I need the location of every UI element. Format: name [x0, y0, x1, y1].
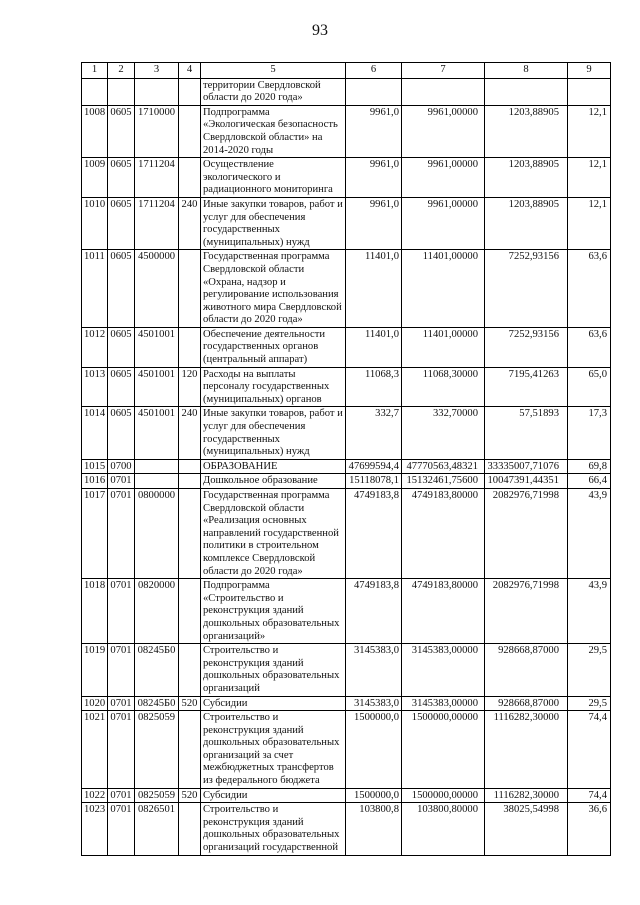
expense-type-code [179, 78, 201, 105]
execution-percent: 17,3 [568, 407, 611, 459]
column-header-5: 5 [201, 63, 346, 79]
planned-amount: 15132461,75600 [402, 474, 485, 489]
approved-amount: 103800,8 [346, 803, 402, 855]
item-name: Осуществление экологического и радиационного мониторинга [201, 158, 346, 198]
target-article-code: 0826501 [135, 803, 179, 855]
target-article-code: 0825059 [135, 711, 179, 789]
planned-amount: 3145383,00000 [402, 696, 485, 711]
expense-type-code: 240 [179, 197, 201, 249]
target-article-code: 4500000 [135, 250, 179, 328]
row-number: 1008 [82, 105, 108, 157]
row-number: 1010 [82, 197, 108, 249]
planned-amount: 9961,00000 [402, 197, 485, 249]
executed-amount: 928668,87000 [485, 644, 568, 696]
execution-percent: 12,1 [568, 197, 611, 249]
section-code: 0605 [108, 250, 135, 328]
table-row [82, 711, 611, 789]
section-code: 0701 [108, 803, 135, 855]
approved-amount: 1500000,0 [346, 788, 402, 803]
row-number: 1016 [82, 474, 108, 489]
target-article-code [135, 474, 179, 489]
row-number: 1014 [82, 407, 108, 459]
item-name: Иные закупки товаров, работ и услуг для обеспечения государственных (муниципальных) нужд [201, 407, 346, 459]
approved-amount: 9961,0 [346, 105, 402, 157]
execution-percent: 74,4 [568, 788, 611, 803]
planned-amount: 332,70000 [402, 407, 485, 459]
approved-amount [346, 78, 402, 105]
section-code: 0701 [108, 579, 135, 644]
item-name: Обеспечение деятельности государственных органов (центральный аппарат) [201, 327, 346, 367]
row-number: 1018 [82, 579, 108, 644]
execution-percent: 29,5 [568, 644, 611, 696]
item-name: Строительство и реконструкция зданий дошкольных образовательных организаций государственной [201, 803, 346, 855]
item-name: Строительство и реконструкция зданий дошкольных образовательных организаций за счет межбюджетных трансфертов из федерального бюджета [201, 711, 346, 789]
planned-amount: 9961,00000 [402, 105, 485, 157]
target-article-code [135, 78, 179, 105]
approved-amount: 3145383,0 [346, 644, 402, 696]
section-code: 0605 [108, 197, 135, 249]
table-row [82, 788, 611, 803]
target-article-code: 4501001 [135, 407, 179, 459]
row-number: 1017 [82, 489, 108, 579]
row-number: 1011 [82, 250, 108, 328]
table-header [82, 63, 611, 79]
planned-amount: 47770563,48321 [402, 459, 485, 474]
executed-amount: 2082976,71998 [485, 579, 568, 644]
expense-type-code [179, 803, 201, 855]
executed-amount: 7252,93156 [485, 250, 568, 328]
expense-type-code [179, 327, 201, 367]
executed-amount: 1203,88905 [485, 105, 568, 157]
table-row [82, 696, 611, 711]
target-article-code: 0820000 [135, 579, 179, 644]
executed-amount: 33335007,71076 [485, 459, 568, 474]
approved-amount: 9961,0 [346, 158, 402, 198]
expense-type-code [179, 250, 201, 328]
target-article-code [135, 459, 179, 474]
item-name: Государственная программа Свердловской области «Реализация основных направлений государственной политики в строительном комплексе Свердловской области до 2020 года» [201, 489, 346, 579]
execution-percent: 43,9 [568, 579, 611, 644]
item-name: Иные закупки товаров, работ и услуг для обеспечения государственных (муниципальных) нужд [201, 197, 346, 249]
approved-amount: 332,7 [346, 407, 402, 459]
section-code: 0605 [108, 158, 135, 198]
column-header-6: 6 [346, 63, 402, 79]
execution-percent: 43,9 [568, 489, 611, 579]
section-code: 0605 [108, 367, 135, 407]
column-header-3: 3 [135, 63, 179, 79]
planned-amount: 4749183,80000 [402, 489, 485, 579]
executed-amount: 38025,54998 [485, 803, 568, 855]
executed-amount: 7195,41263 [485, 367, 568, 407]
row-number: 1015 [82, 459, 108, 474]
execution-percent: 29,5 [568, 696, 611, 711]
column-header-8: 8 [485, 63, 568, 79]
expense-type-code [179, 489, 201, 579]
column-header-1: 1 [82, 63, 108, 79]
item-name: Подпрограмма «Строительство и реконструкция зданий дошкольных образовательных организаций» [201, 579, 346, 644]
target-article-code: 0800000 [135, 489, 179, 579]
column-header-4: 4 [179, 63, 201, 79]
planned-amount: 11401,00000 [402, 250, 485, 328]
planned-amount: 4749183,80000 [402, 579, 485, 644]
table-row [82, 367, 611, 407]
approved-amount: 11401,0 [346, 327, 402, 367]
execution-percent: 66,4 [568, 474, 611, 489]
column-header-9: 9 [568, 63, 611, 79]
planned-amount: 11068,30000 [402, 367, 485, 407]
section-code: 0605 [108, 407, 135, 459]
item-name: Дошкольное образование [201, 474, 346, 489]
approved-amount: 3145383,0 [346, 696, 402, 711]
target-article-code: 4501001 [135, 367, 179, 407]
planned-amount: 1500000,00000 [402, 788, 485, 803]
execution-percent: 12,1 [568, 105, 611, 157]
planned-amount [402, 78, 485, 105]
section-code: 0701 [108, 644, 135, 696]
execution-percent: 12,1 [568, 158, 611, 198]
executed-amount: 1203,88905 [485, 197, 568, 249]
approved-amount: 47699594,4 [346, 459, 402, 474]
table-row [82, 489, 611, 579]
row-number: 1020 [82, 696, 108, 711]
execution-percent: 69,8 [568, 459, 611, 474]
row-number: 1021 [82, 711, 108, 789]
budget-table [81, 62, 611, 856]
executed-amount: 1116282,30000 [485, 788, 568, 803]
expense-type-code [179, 579, 201, 644]
approved-amount: 1500000,0 [346, 711, 402, 789]
execution-percent: 36,6 [568, 803, 611, 855]
planned-amount: 1500000,00000 [402, 711, 485, 789]
expense-type-code: 520 [179, 696, 201, 711]
item-name: Субсидии [201, 696, 346, 711]
row-number: 1023 [82, 803, 108, 855]
page-number: 93 [312, 22, 328, 39]
section-code: 0701 [108, 489, 135, 579]
table-row [82, 327, 611, 367]
row-number: 1009 [82, 158, 108, 198]
row-number: 1022 [82, 788, 108, 803]
approved-amount: 15118078,1 [346, 474, 402, 489]
section-code: 0700 [108, 459, 135, 474]
expense-type-code [179, 711, 201, 789]
section-code: 0701 [108, 696, 135, 711]
target-article-code: 08245Б0 [135, 696, 179, 711]
target-article-code: 1710000 [135, 105, 179, 157]
table-row [82, 803, 611, 855]
table-row [82, 105, 611, 157]
executed-amount [485, 78, 568, 105]
approved-amount: 11068,3 [346, 367, 402, 407]
execution-percent [568, 78, 611, 105]
row-number: 1019 [82, 644, 108, 696]
row-number: 1013 [82, 367, 108, 407]
executed-amount: 57,51893 [485, 407, 568, 459]
table-row [82, 644, 611, 696]
executed-amount: 10047391,44351 [485, 474, 568, 489]
section-code: 0605 [108, 327, 135, 367]
table-row [82, 250, 611, 328]
item-name: Подпрограмма «Экологическая безопасность Свердловской области» на 2014-2020 годы [201, 105, 346, 157]
approved-amount: 11401,0 [346, 250, 402, 328]
expense-type-code: 240 [179, 407, 201, 459]
executed-amount: 1116282,30000 [485, 711, 568, 789]
expense-type-code [179, 105, 201, 157]
executed-amount: 2082976,71998 [485, 489, 568, 579]
expense-type-code: 520 [179, 788, 201, 803]
planned-amount: 11401,00000 [402, 327, 485, 367]
table-row [82, 78, 611, 105]
item-name: ОБРАЗОВАНИЕ [201, 459, 346, 474]
expense-type-code [179, 158, 201, 198]
column-header-2: 2 [108, 63, 135, 79]
approved-amount: 4749183,8 [346, 579, 402, 644]
approved-amount: 9961,0 [346, 197, 402, 249]
item-name: Строительство и реконструкция зданий дошкольных образовательных организаций [201, 644, 346, 696]
planned-amount: 103800,80000 [402, 803, 485, 855]
expense-type-code [179, 644, 201, 696]
row-number: 1012 [82, 327, 108, 367]
section-code: 0701 [108, 474, 135, 489]
section-code: 0605 [108, 105, 135, 157]
item-name: Субсидии [201, 788, 346, 803]
target-article-code: 1711204 [135, 197, 179, 249]
table-row [82, 197, 611, 249]
column-header-7: 7 [402, 63, 485, 79]
row-number [82, 78, 108, 105]
table-row [82, 158, 611, 198]
executed-amount: 7252,93156 [485, 327, 568, 367]
executed-amount: 928668,87000 [485, 696, 568, 711]
expense-type-code [179, 474, 201, 489]
table-row [82, 407, 611, 459]
expense-type-code [179, 459, 201, 474]
section-code: 0701 [108, 788, 135, 803]
section-code: 0701 [108, 711, 135, 789]
item-name: Расходы на выплаты персоналу государственных (муниципальных) органов [201, 367, 346, 407]
item-name: территории Свердловской области до 2020 года» [201, 78, 346, 105]
execution-percent: 63,6 [568, 250, 611, 328]
item-name: Государственная программа Свердловской области «Охрана, надзор и регулирование использования животного мира Свердловской области до 2020 года» [201, 250, 346, 328]
target-article-code: 0825059 [135, 788, 179, 803]
planned-amount: 3145383,00000 [402, 644, 485, 696]
execution-percent: 74,4 [568, 711, 611, 789]
planned-amount: 9961,00000 [402, 158, 485, 198]
target-article-code: 4501001 [135, 327, 179, 367]
execution-percent: 63,6 [568, 327, 611, 367]
table-row [82, 579, 611, 644]
target-article-code: 08245Б0 [135, 644, 179, 696]
table-row [82, 474, 611, 489]
section-code [108, 78, 135, 105]
expense-type-code: 120 [179, 367, 201, 407]
execution-percent: 65,0 [568, 367, 611, 407]
approved-amount: 4749183,8 [346, 489, 402, 579]
table-row [82, 459, 611, 474]
target-article-code: 1711204 [135, 158, 179, 198]
table-body [82, 78, 611, 855]
executed-amount: 1203,88905 [485, 158, 568, 198]
